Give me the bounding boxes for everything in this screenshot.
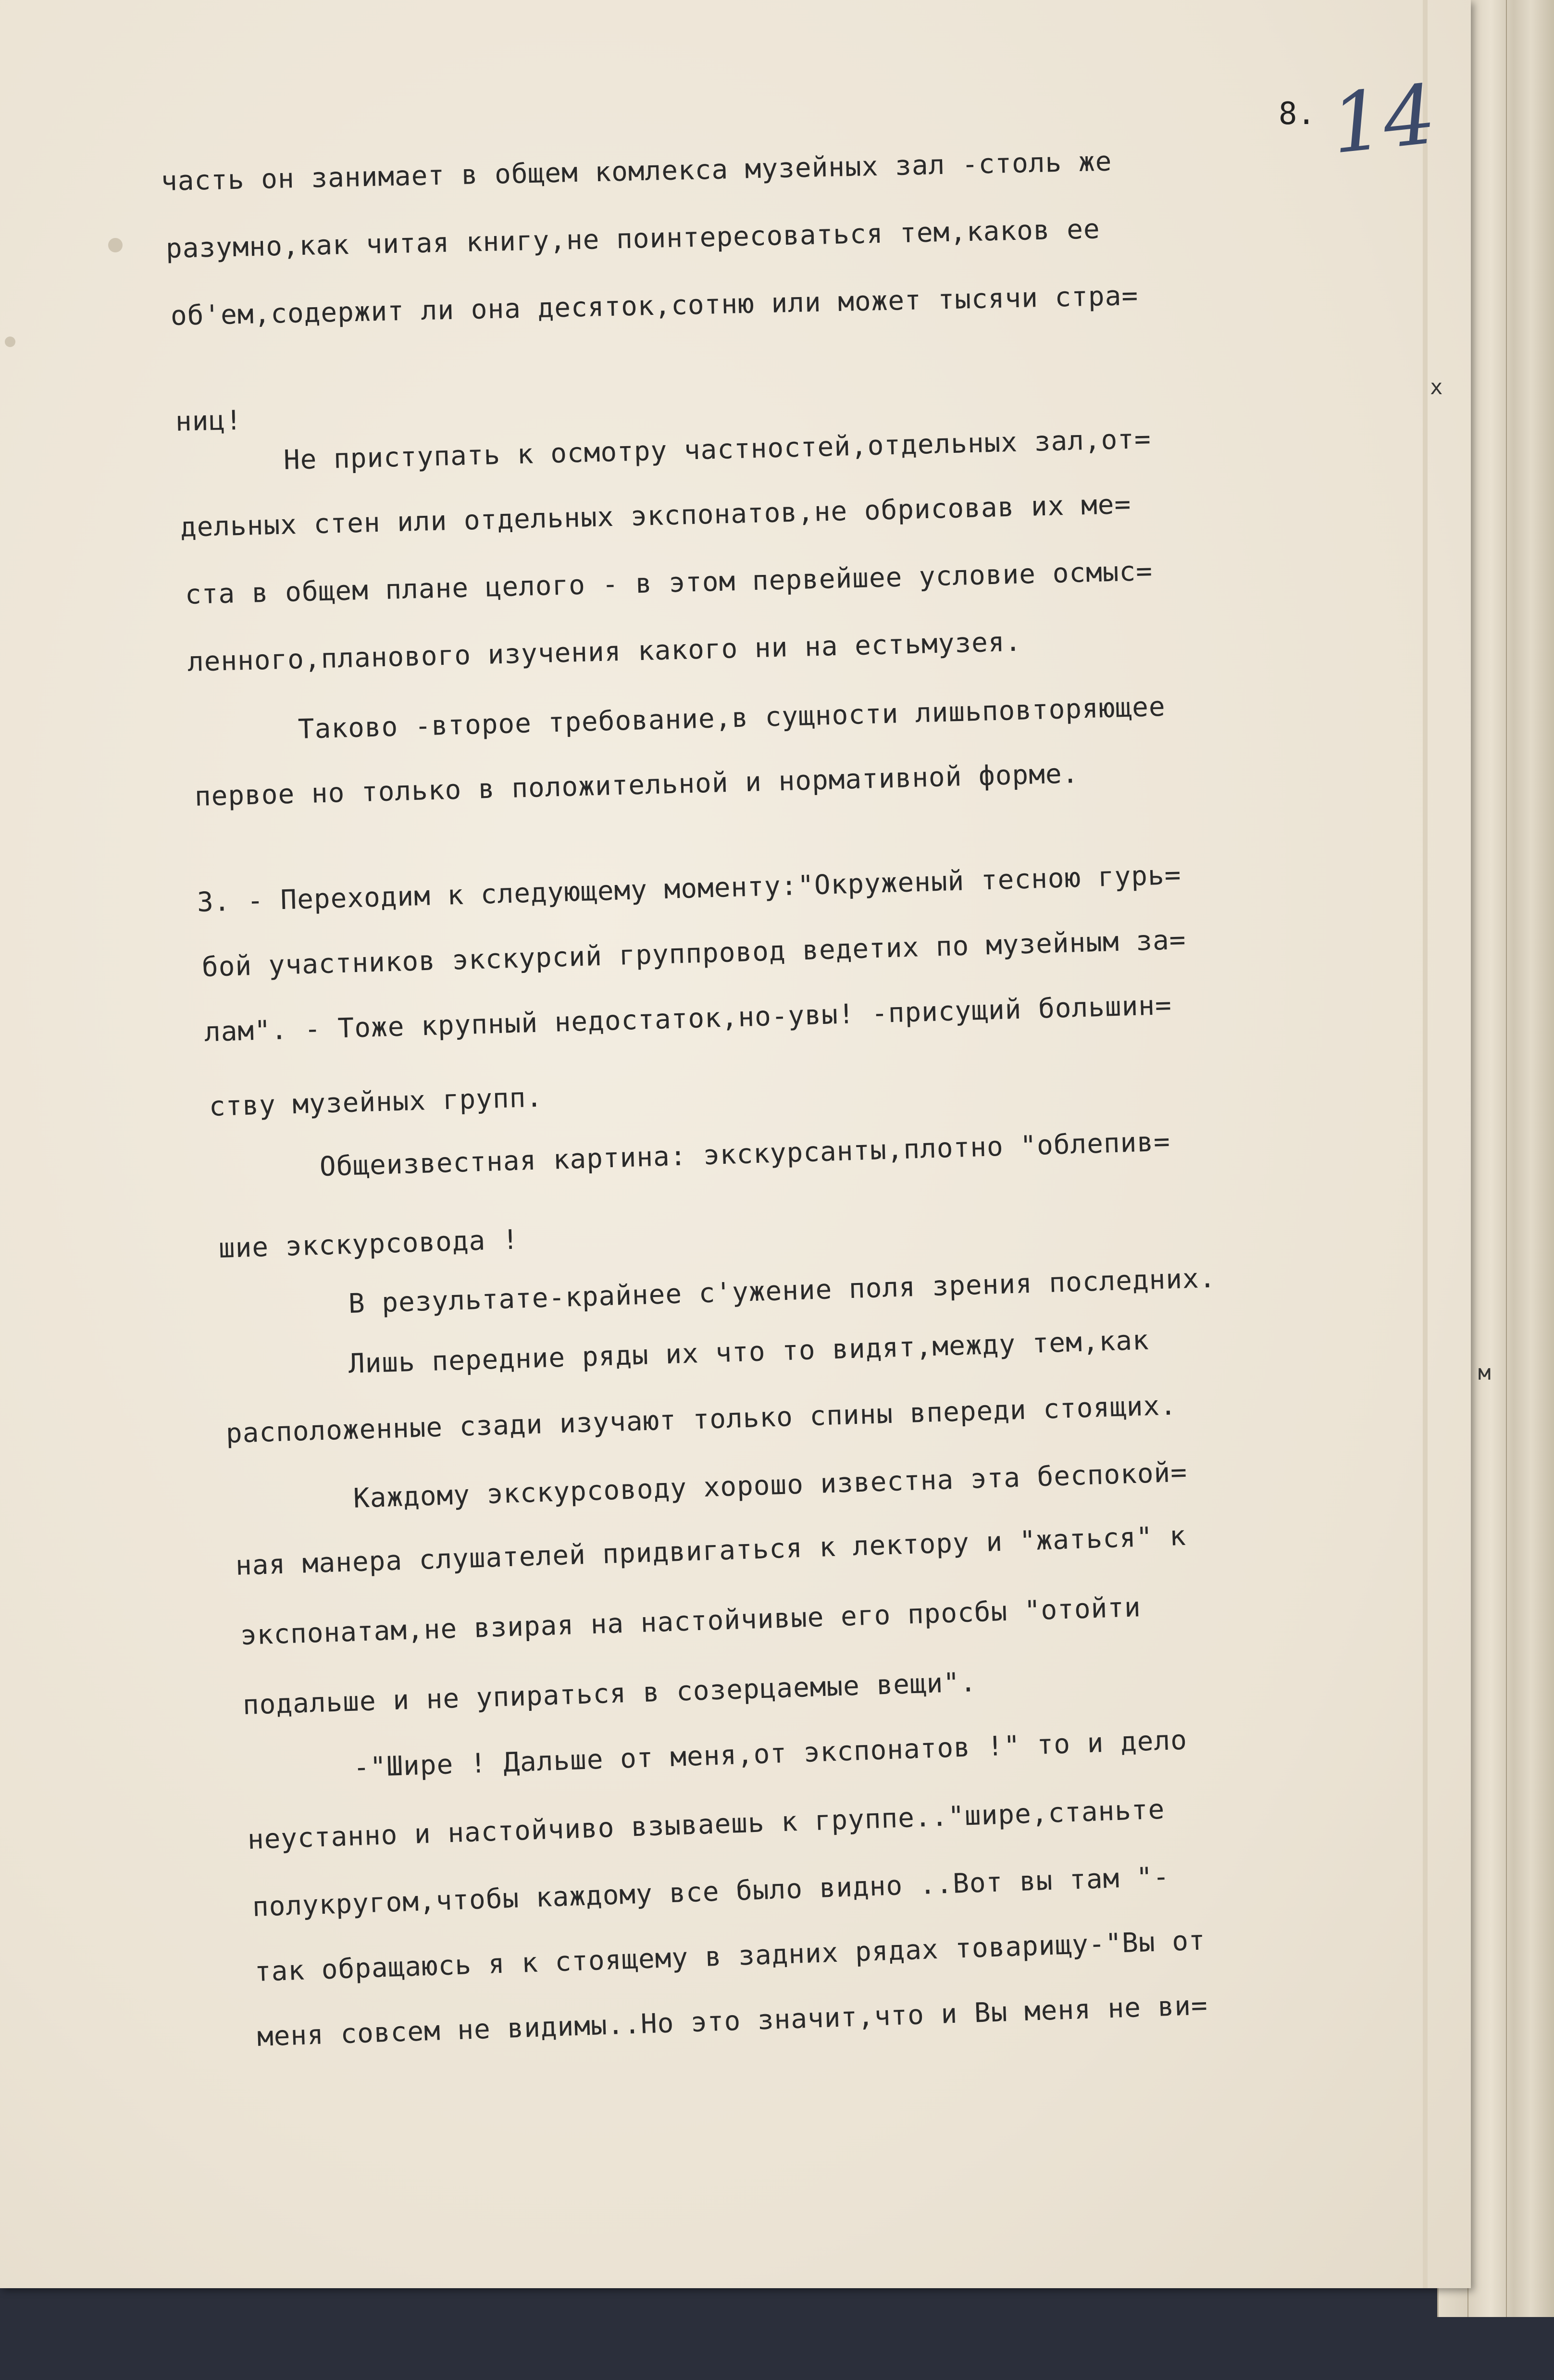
text-line: расположенные сзади изучают только спины впереди стоящих. (225, 1390, 1177, 1449)
archive-folio-number: 14 (1327, 67, 1441, 173)
text-line: меня совсем не видимы..Но это значит,что и Вы меня не ви= (256, 1990, 1208, 2053)
page-number: 8. (1279, 96, 1316, 132)
text-line: Общеизвестная картина: экскурсанты,плотно "облепив= (319, 1126, 1171, 1183)
text-line: экспонатам,не взирая на настойчивые его просбы "отойти (239, 1592, 1142, 1651)
text-line: Таково -второе требование,в сущности лишьповторяющее (298, 691, 1166, 745)
text-line: бой участников экскурсий группровод ведетих по музейным за= (201, 924, 1187, 983)
text-line: так обращаюсь я к стоящему в задних рядах товарищу-"Вы от (254, 1925, 1206, 1988)
page-edge (1423, 0, 1428, 2288)
text-line: Каждому экскурсоводу хорошо известна эта беспокой= (352, 1457, 1188, 1514)
margin-mark: м (1478, 1360, 1491, 1385)
text-line: дельных стен или отдельных экспонатов,не обрисовав их ме= (180, 488, 1131, 543)
text-line: разумно,как читая книгу,не поинтересоваться тем,каков ее (165, 213, 1101, 264)
binding-hole (108, 238, 123, 252)
text-line: Не приступать к осмотру частностей,отдельных зал,от= (283, 423, 1152, 476)
text-line: об'ем,содержит ли она десяток,сотню или может тысячи стра= (170, 280, 1139, 332)
text-line: подальше и не упираться в созерцаемые вещи". (242, 1667, 977, 1721)
text-line: ная манера слушателей придвигаться к лектору и "жаться" к (235, 1520, 1187, 1582)
text-line: В результате-крайнее с'ужение поля зрения последних. (348, 1262, 1217, 1320)
text-line: ленного,планового изучения какого ни на естьмузея. (187, 626, 1022, 678)
text-line: лам". - Тоже крупный недостаток,но-увы! -присущий большин= (204, 989, 1172, 1048)
text-line: шие экскурсовода ! (218, 1224, 520, 1264)
text-line: часть он занимает в общем комлекса музейных зал -столь же (161, 146, 1112, 197)
text-line: ста в общем плане целого - в этом первейшее условие осмыс= (185, 555, 1153, 611)
text-line: Лишь передние ряды их что то видят,между тем,как (348, 1324, 1150, 1380)
text-line: первое но только в положительной и нормативной форме. (194, 758, 1080, 812)
text-line: ству музейных групп. (209, 1082, 543, 1122)
text-line: -"Шире ! Дальше от меня,от экспонатов !" то и дело (352, 1724, 1188, 1783)
binding-hole (5, 336, 15, 347)
margin-mark: x (1430, 375, 1443, 399)
text-line: ниц! (175, 405, 243, 437)
text-line: полукругом,чтобы каждому все было видно ..Вот вы там "- (251, 1861, 1170, 1923)
text-line: неустанно и настойчиво взываешь к группе.."шире,станьте (247, 1794, 1166, 1856)
text-line: 3. - Переходим к следующему моменту:"Окруженый тесною гурь= (197, 859, 1182, 918)
